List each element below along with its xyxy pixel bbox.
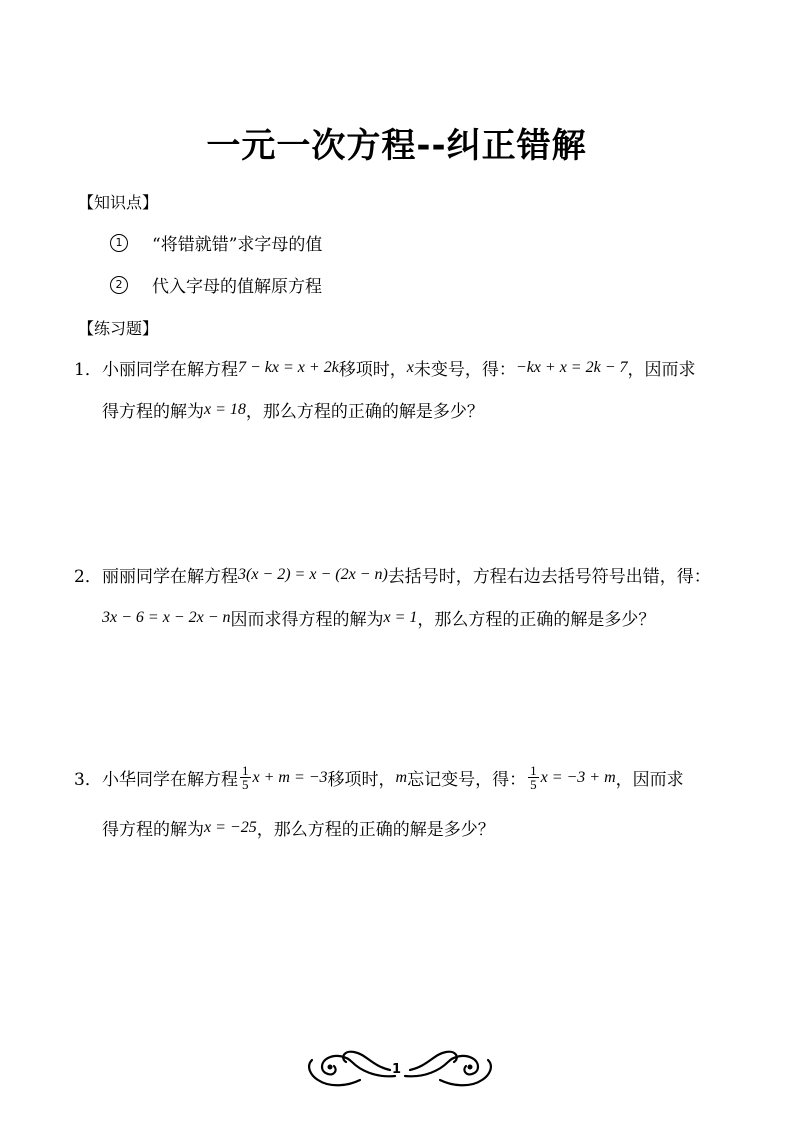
fraction-denominator: 5	[242, 777, 249, 792]
problem-text: 去括号时，方程右边去括号符号出错，得：	[387, 567, 711, 587]
problem-text: 移项时，	[327, 770, 396, 790]
page-footer-ornament	[300, 1040, 500, 1100]
equation: −kx + x = 2k − 7	[515, 358, 628, 376]
page-number: 1	[392, 1062, 402, 1077]
circled-number: 2	[110, 276, 128, 294]
practice-heading: 【练习题】	[78, 319, 159, 338]
fraction	[240, 764, 251, 791]
problem-text: 忘记变号，得：	[407, 770, 527, 790]
problem-text: 小华同学在解方程	[102, 770, 238, 790]
problem-text: 得方程的解为	[102, 820, 204, 840]
equation: x = −3 + m	[540, 768, 616, 786]
problem-text: 因而求得方程的解为	[230, 610, 384, 630]
problem-1-line-2	[102, 397, 484, 422]
knowledge-heading: 【知识点】	[78, 193, 159, 212]
equation: 7 − kx = x + 2k	[238, 358, 339, 376]
circled-number: 1	[110, 234, 128, 252]
problem-2-line-2	[102, 605, 655, 630]
knowledge-item	[110, 230, 322, 255]
problem-number: 3．	[74, 770, 102, 790]
problem-text: 得方程的解为	[102, 402, 204, 422]
knowledge-item-text: 代入字母的值解原方程	[152, 277, 322, 297]
knowledge-item-text: “将错就错”求字母的值	[152, 235, 323, 255]
problem-text: ，因而求	[615, 770, 684, 790]
equation: x + m = −3	[252, 768, 328, 786]
problem-3-line-2	[102, 815, 495, 840]
problem-1-line-1	[74, 355, 696, 380]
knowledge-item	[110, 272, 322, 297]
equation: 3(x − 2) = x − (2x − n)	[238, 565, 388, 583]
fraction-denominator: 5	[530, 777, 537, 792]
problem-number: 2．	[74, 567, 102, 587]
problem-text: 小丽同学在解方程	[102, 360, 238, 380]
problem-text: ，那么方程的正确的解是多少？	[256, 820, 495, 840]
problem-number: 1．	[74, 360, 102, 380]
equation: 3x − 6 = x − 2x − n	[102, 608, 231, 626]
solution: x = 1	[383, 608, 418, 626]
problem-2-line-1	[74, 562, 711, 587]
solution: x = −25	[204, 818, 257, 836]
fraction-numerator: 1	[530, 763, 537, 778]
problem-text: ，那么方程的正确的解是多少？	[245, 402, 484, 422]
problem-text: 未变号，得：	[413, 360, 516, 380]
problem-text: ，那么方程的正确的解是多少？	[417, 610, 656, 630]
problem-text: 丽丽同学在解方程	[102, 567, 238, 587]
variable: x	[406, 358, 414, 376]
problem-text: ，因而求	[627, 360, 696, 380]
fraction-numerator: 1	[242, 763, 249, 778]
page-title: 一元一次方程--纠正错解	[206, 126, 587, 166]
solution: x = 18	[204, 400, 246, 418]
fraction	[528, 764, 539, 791]
variable: m	[395, 768, 408, 786]
problem-text: 移项时，	[338, 360, 407, 380]
problem-3-line-1	[74, 764, 684, 791]
